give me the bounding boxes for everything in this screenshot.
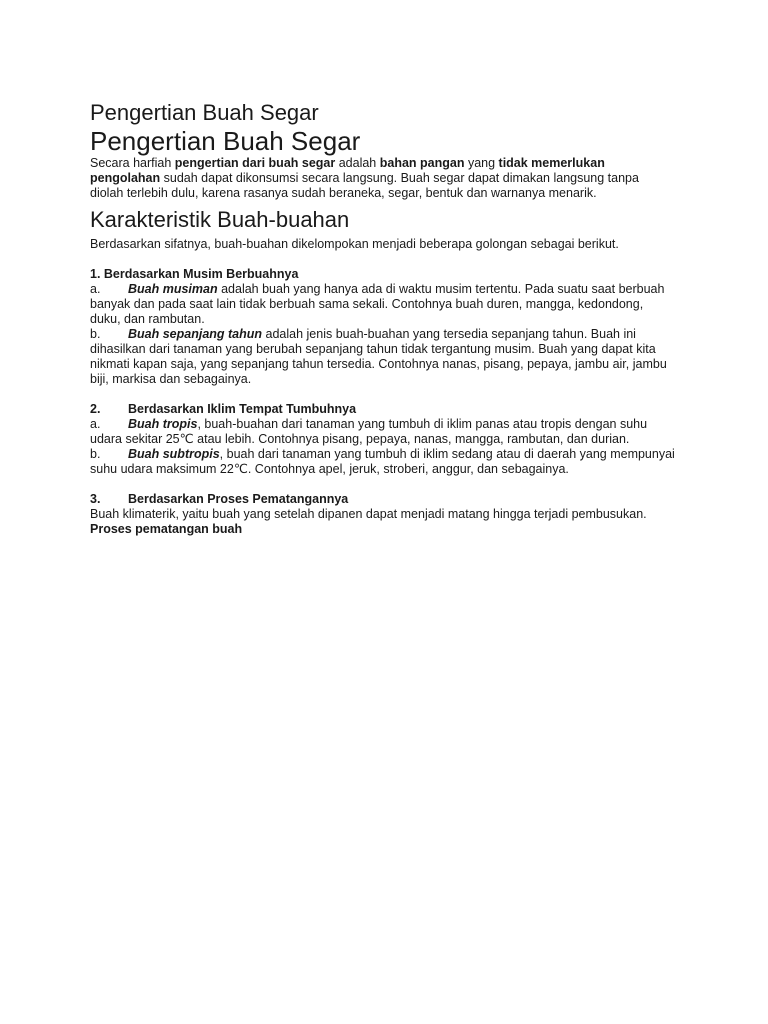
list-term: Buah sepanjang tahun (128, 327, 263, 341)
intro-bold-term: bahan pangan (379, 156, 465, 170)
list-term: Buah subtropis (128, 447, 220, 461)
intro-text: yang (464, 156, 499, 170)
intro-text: adalah (335, 156, 380, 170)
section-heading-text: Berdasarkan Proses Pematangannya (128, 492, 349, 506)
list-item-a (90, 282, 690, 297)
list-item-a-cont: duku, dan rambutan. (90, 312, 205, 326)
list-item-b-cont: biji, markisa dan sebagainya. (90, 372, 252, 386)
intro-bold-term: pengertian dari buah segar (174, 156, 336, 170)
intro-paragraph (90, 156, 690, 201)
section-number: 3. (90, 492, 101, 506)
list-item-b-cont: nikmati kapan saja, yang sepanjang tahun tersedia. Contohnya nanas, pisang, pepaya, jambu air, jambu (90, 357, 667, 371)
list-text: adalah buah yang hanya ada di waktu musim tertentu. Pada suatu saat berbuah (217, 282, 665, 296)
list-item-a (90, 417, 690, 432)
section-3 (90, 492, 690, 537)
intro-line-1 (90, 156, 690, 171)
spacer (90, 252, 690, 267)
section-3-text: Buah klimaterik, yaitu buah yang setelah dipanen dapat menjadi matang hingga terjadi pembusukan. (90, 507, 647, 521)
list-marker: a. (90, 282, 101, 296)
list-text: , buah dari tanaman yang tumbuh di iklim sedang atau di daerah yang mempunyai (219, 447, 675, 461)
document-page (90, 100, 690, 537)
section-number: 2. (90, 402, 101, 416)
bold-subheading: Proses pematangan buah (90, 522, 243, 536)
list-item-b (90, 327, 690, 342)
section-2-heading (90, 402, 690, 417)
spacer (90, 387, 690, 402)
list-marker: a. (90, 417, 101, 431)
list-item-a-cont: udara sekitar 25℃ atau lebih. Contohnya pisang, pepaya, nanas, mangga, rambutan, dan durian. (90, 432, 630, 446)
section-2 (90, 402, 690, 477)
list-item-b (90, 447, 690, 462)
list-text: , buah-buahan dari tanaman yang tumbuh di iklim panas atau tropis dengan suhu (197, 417, 648, 431)
section-3-heading (90, 492, 690, 507)
section-1-heading: 1. Berdasarkan Musim Berbuahnya (90, 267, 299, 281)
intro-line-2 (90, 171, 690, 186)
intro-text: Secara harfiah (90, 156, 175, 170)
list-text: adalah jenis buah-buahan yang tersedia sepanjang tahun. Buah ini (262, 327, 636, 341)
list-marker: b. (90, 447, 101, 461)
page-title-small: Pengertian Buah Segar (90, 100, 319, 125)
intro-text: sudah dapat dikonsumsi secara langsung. Buah segar dapat dimakan langsung tanpa (160, 171, 639, 185)
intro-bold-term: tidak memerlukan (498, 156, 605, 170)
list-term: Buah tropis (128, 417, 198, 431)
list-item-b-cont: suhu udara maksimum 22℃. Contohnya apel, jeruk, stroberi, anggur, dan sebagainya. (90, 462, 569, 476)
page-title: Pengertian Buah Segar (90, 126, 361, 156)
subintro-paragraph: Berdasarkan sifatnya, buah-buahan dikelompokan menjadi beberapa golongan sebagai berikut. (90, 237, 619, 251)
list-item-a-cont: banyak dan pada saat lain tidak berbuah sama sekali. Contohnya buah duren, mangga, kedondong, (90, 297, 644, 311)
section-3-subheading (90, 522, 690, 537)
spacer (90, 477, 690, 492)
section-heading: Karakteristik Buah-buahan (90, 207, 350, 232)
list-item-b-cont: dihasilkan dari tanaman yang berubah sepanjang tahun tidak tergantung musim. Buah yang dapat kita (90, 342, 656, 356)
intro-line-3: diolah terlebih dulu, karena rasanya sudah beraneka, segar, bentuk dan warnanya menarik. (90, 186, 597, 200)
section-1 (90, 267, 690, 387)
intro-bold-term: pengolahan (90, 171, 161, 185)
list-term: Buah musiman (128, 282, 218, 296)
section-heading-text: Berdasarkan Iklim Tempat Tumbuhnya (128, 402, 357, 416)
list-marker: b. (90, 327, 101, 341)
